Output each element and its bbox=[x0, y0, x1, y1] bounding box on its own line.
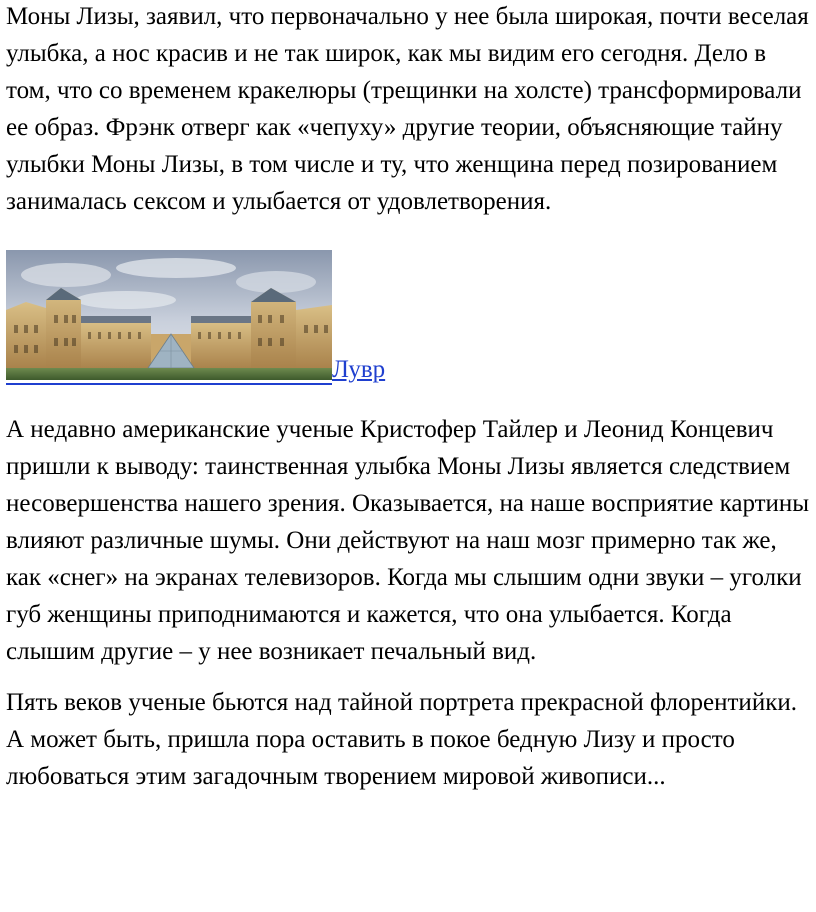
louvre-link[interactable]: Лувр bbox=[332, 356, 386, 383]
paragraph-1: Моны Лизы, заявил, что первоначально у нее была широкая, почти веселая улыбка, а нос красив и не так широк, как мы видим его сегодня. Дело в том, что со временем кракелюры (трещинки на холсте) трансформировали ее образ. Фрэнк отверг как «чепуху» другие теории, объясняющие тайну улыбки Моны Лизы, в том числе и ту, что женщина перед позированием занималась сексом и улыбается от удовлетворения. bbox=[6, 3, 809, 215]
louvre-photo[interactable] bbox=[6, 250, 332, 380]
photo-link-underline bbox=[6, 383, 332, 385]
louvre-figure bbox=[6, 250, 814, 387]
paragraph-3: Пять веков ученые бьются над тайной портрета прекрасной флорентийки. А может быть, пришла пора оставить в покое бедную Лизу и просто любоваться этим загадочным творением мировой живописи... bbox=[6, 689, 797, 790]
document-page bbox=[6, 0, 814, 795]
paragraph-2: А недавно американские ученые Кристофер Тайлер и Леонид Концевич пришли к выводу: таинственная улыбка Моны Лизы является следствием несовершенства нашего зрения. Оказывается, на наше восприятие картины влияют различные шумы. Они действуют на наш мозг примерно так же, как «снег» на экранах телевизоров. Когда мы слышим одни звуки – уголки губ женщины приподнимаются и кажется, что она улыбается. Когда слышим другие – у нее возникает печальный вид. bbox=[6, 416, 810, 665]
